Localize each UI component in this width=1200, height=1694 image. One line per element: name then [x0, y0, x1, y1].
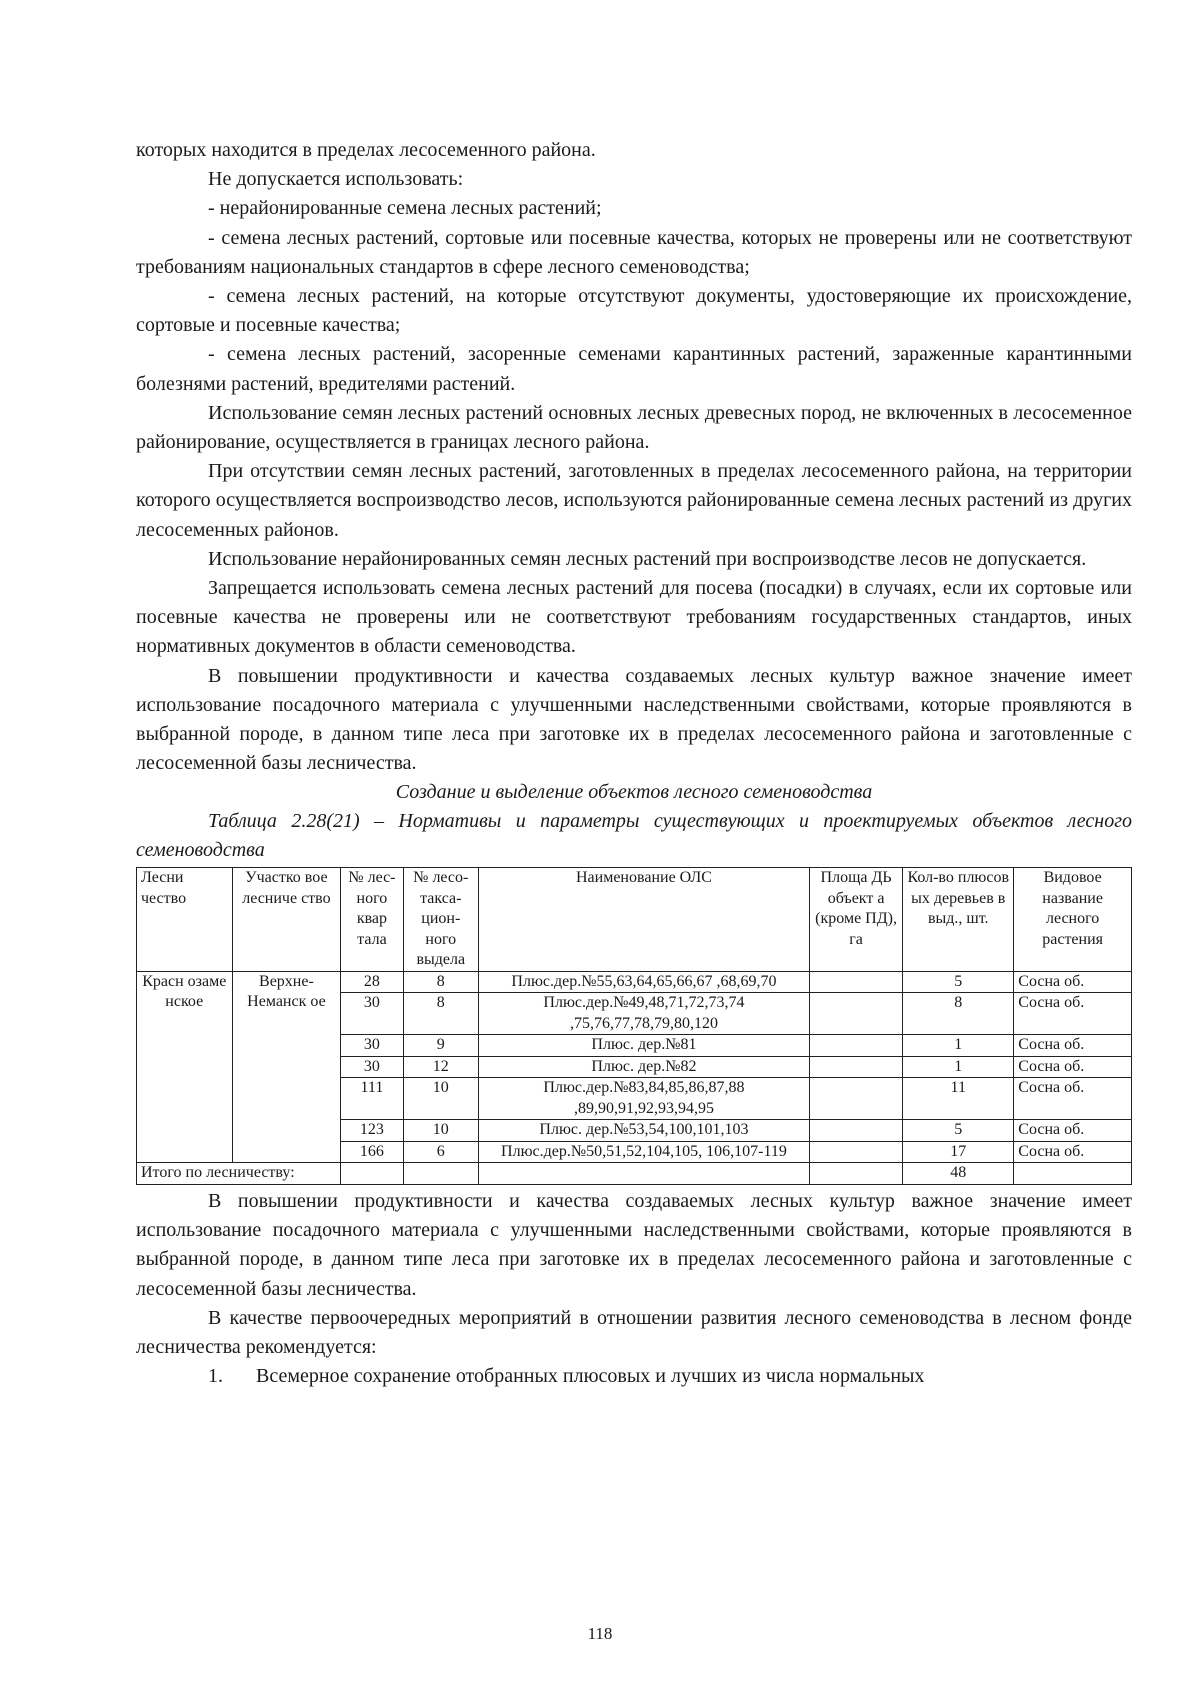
quarter-cell: 30	[341, 993, 403, 1035]
allotment-cell: 8	[403, 971, 479, 993]
table-header-cell: Участко вое лесниче ство	[232, 868, 341, 972]
quarter-cell: 30	[341, 1056, 403, 1078]
paragraph: Использование семян лесных растений основных лесных древесных пород, не включенных в лесосеменное районирование, осуществляется в границах лесного района.	[136, 401, 1132, 454]
district-cell: Верхне-Неманск ое	[232, 971, 341, 1163]
species-cell: Сосна об.	[1014, 1141, 1132, 1163]
paragraph: - семена лесных растений, сортовые или посевные качества, которых не проверены или не соответствуют требованиям национальных стандартов в сфере лесного семеноводства;	[136, 226, 1132, 278]
area-cell	[809, 993, 902, 1035]
area-cell	[809, 1078, 902, 1120]
table-header-cell: Видовое название лесного растения	[1014, 868, 1132, 972]
species-cell: Сосна об.	[1014, 1056, 1132, 1078]
allotment-cell: 12	[403, 1056, 479, 1078]
empty-cell	[341, 1163, 403, 1185]
table-header-cell: № лес-ного квар тала	[341, 868, 403, 972]
allotment-cell: 8	[403, 993, 479, 1035]
ols-name-cell: Плюс.дер.№55,63,64,65,66,67 ,68,69,70	[479, 971, 810, 993]
empty-cell	[479, 1163, 810, 1185]
allotment-cell: 6	[403, 1141, 479, 1163]
area-cell	[809, 971, 902, 993]
ols-name-cell: Плюс. дер.№81	[479, 1035, 810, 1057]
paragraph: В повышении продуктивности и качества создаваемых лесных культур важное значение имеет использование посадочного материала с улучшенными наследственными свойствами, которые проявляются в выбранной породе, в данном типе леса при заготовке их в пределах лесосеменного района и заготовленные с лесосеменной базы лесничества.	[136, 1189, 1132, 1300]
area-cell	[809, 1120, 902, 1142]
plus-trees-count-cell: 17	[903, 1141, 1014, 1163]
paragraph: - семена лесных растений, на которые отсутствуют документы, удостоверяющие их происхождение, сортовые и посевные качества;	[136, 285, 1132, 337]
forestry-cell: Красн озаме нское	[137, 971, 233, 1163]
table-header-cell: № лесо-такса-цион-ного выдела	[403, 868, 479, 972]
section-title: Создание и выделение объектов лесного семеноводства	[395, 781, 873, 804]
area-cell	[809, 1056, 902, 1078]
ols-table	[136, 867, 1132, 1185]
list-item	[136, 1362, 1132, 1391]
quarter-cell: 166	[341, 1141, 403, 1163]
ols-name-cell: Плюс.дер.№83,84,85,86,87,88 ,89,90,91,92,93,94,95	[479, 1078, 810, 1120]
paragraph: - семена лесных растений, засоренные семенами карантинных растений, зараженные карантинными болезнями растений, вредителями растений.	[136, 343, 1132, 395]
paragraph: В качестве первоочередных мероприятий в отношении развития лесного семеноводства в лесном фонде лесничества рекомендуется:	[136, 1306, 1132, 1358]
paragraph: Не допускается использовать:	[208, 168, 464, 191]
species-cell: Сосна об.	[1014, 1120, 1132, 1142]
total-count: 48	[903, 1163, 1014, 1185]
allotment-cell: 10	[403, 1078, 479, 1120]
paragraph: Использование нерайонированных семян лесных растений при воспроизводстве лесов не допускается.	[208, 547, 1087, 570]
list-item-number: 1.	[208, 1365, 223, 1388]
area-cell	[809, 1141, 902, 1163]
ols-name-cell: Плюс.дер.№49,48,71,72,73,74 ,75,76,77,78,79,80,120	[479, 993, 810, 1035]
paragraph: При отсутствии семян лесных растений, заготовленных в пределах лесосеменного района, на территории которого осуществляется воспроизводство лесов, используются районированные семена лесных растений из других лесосеменных районов.	[136, 460, 1132, 541]
species-cell: Сосна об.	[1014, 993, 1132, 1035]
empty-cell	[809, 1163, 902, 1185]
plus-trees-count-cell: 1	[903, 1056, 1014, 1078]
paragraph: - нерайонированные семена лесных растений;	[208, 197, 602, 220]
table-header-row	[137, 868, 1132, 972]
table-header-cell: Площа ДЬ объект а (кроме ПД), га	[809, 868, 902, 972]
area-cell	[809, 1035, 902, 1057]
table-header-cell: Наименование ОЛС	[479, 868, 810, 972]
quarter-cell: 111	[341, 1078, 403, 1120]
list-item-text: Всемерное сохранение отобранных плюсовых и лучших из числа нормальных	[256, 1365, 925, 1388]
table-caption: Таблица 2.28(21) – Нормативы и параметры существующих и проектируемых объектов лесного семеноводства	[136, 810, 1132, 862]
allotment-cell: 9	[403, 1035, 479, 1057]
document-page	[136, 136, 1132, 1391]
quarter-cell: 30	[341, 1035, 403, 1057]
species-cell: Сосна об.	[1014, 971, 1132, 993]
ols-name-cell: Плюс.дер.№50,51,52,104,105, 106,107-119	[479, 1141, 810, 1163]
plus-trees-count-cell: 8	[903, 993, 1014, 1035]
table-total-row	[137, 1163, 1132, 1185]
empty-cell	[403, 1163, 479, 1185]
body-text-top	[136, 136, 1132, 778]
ols-name-cell: Плюс. дер.№82	[479, 1056, 810, 1078]
paragraph: которых находится в пределах лесосеменного района.	[136, 139, 596, 161]
ols-name-cell: Плюс. дер.№53,54,100,101,103	[479, 1120, 810, 1142]
empty-cell	[1014, 1163, 1132, 1185]
plus-trees-count-cell: 5	[903, 1120, 1014, 1142]
paragraph: Запрещается использовать семена лесных растений для посева (посадки) в случаях, если их сортовые или посевные качества не проверены или не соответствуют требованиям государственных стандартов, иных нормативных документов в области семеноводства.	[136, 577, 1132, 658]
quarter-cell: 123	[341, 1120, 403, 1142]
plus-trees-count-cell: 5	[903, 971, 1014, 993]
allotment-cell: 10	[403, 1120, 479, 1142]
table-header-cell: Кол-во плюсов ых деревьев в выд., шт.	[903, 868, 1014, 972]
total-label: Итого по лесничеству:	[137, 1163, 341, 1185]
species-cell: Сосна об.	[1014, 1078, 1132, 1120]
table-row	[137, 971, 1132, 993]
paragraph: В повышении продуктивности и качества создаваемых лесных культур важное значение имеет использование посадочного материала с улучшенными наследственными свойствами, которые проявляются в выбранной породе, в данном типе леса при заготовке их в пределах лесосеменного района и заготовленные с лесосеменной базы лесничества.	[136, 664, 1132, 775]
quarter-cell: 28	[341, 971, 403, 993]
table-header-cell: Лесни чество	[137, 868, 233, 972]
body-text-bottom	[136, 1187, 1132, 1362]
species-cell: Сосна об.	[1014, 1035, 1132, 1057]
page-number: 118	[587, 1624, 613, 1643]
plus-trees-count-cell: 11	[903, 1078, 1014, 1120]
plus-trees-count-cell: 1	[903, 1035, 1014, 1057]
